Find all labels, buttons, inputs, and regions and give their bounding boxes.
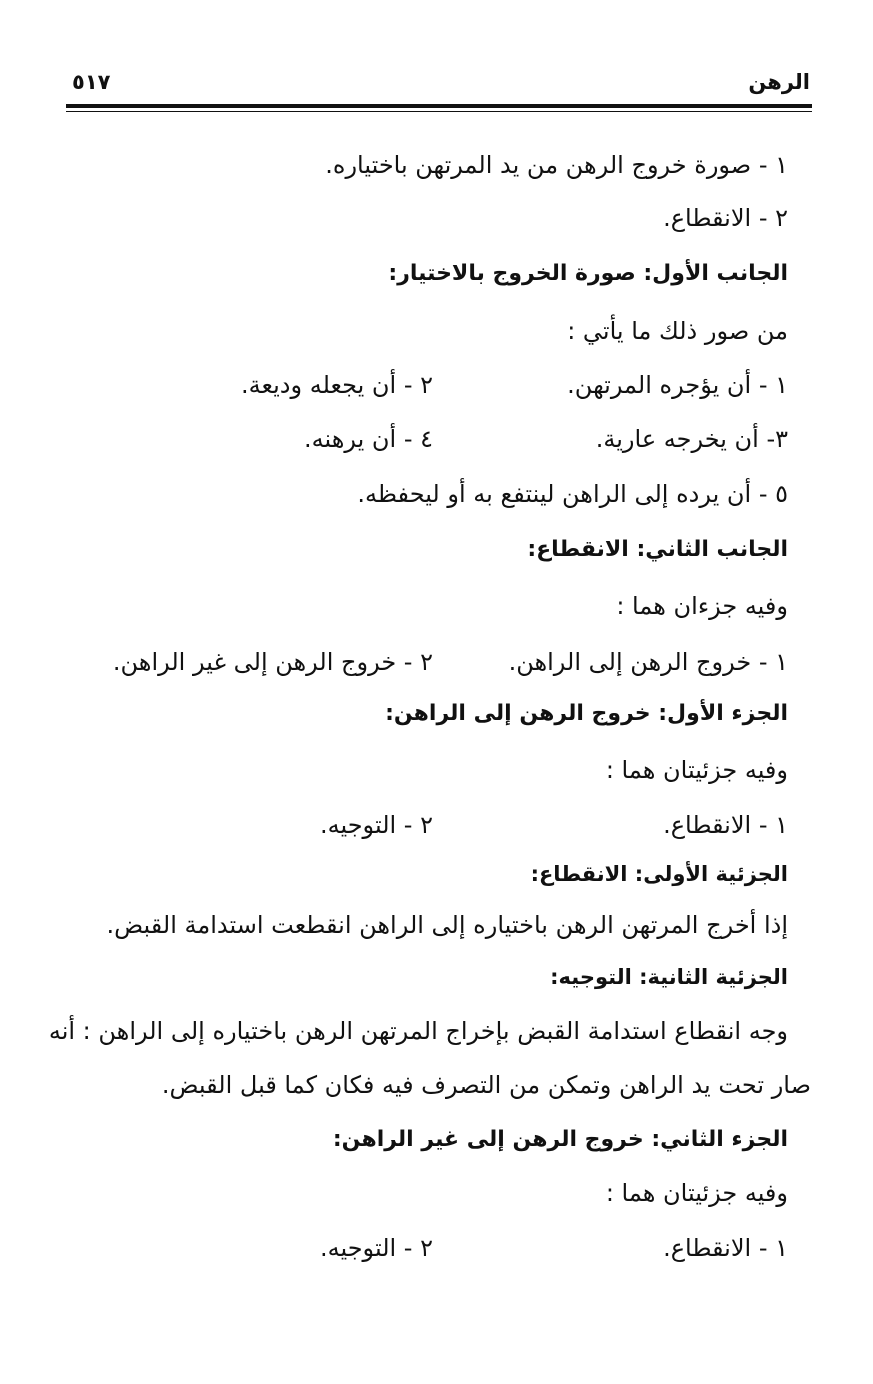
paragraph: وجه انقطاع استدامة القبض بإخراج المرتهن الرهن باختياره إلى الراهن : أنه — [48, 1017, 788, 1045]
subsection-heading: الجزء الأول: خروج الرهن إلى الراهن: — [385, 701, 788, 726]
list-item: ٢ - التوجيه. — [319, 811, 433, 839]
list-item: ٢ - الانقطاع. — [663, 204, 788, 232]
paragraph: صار تحت يد الراهن وتمكن من التصرف فيه فكان كما قبل القبض. — [161, 1071, 811, 1099]
list-item: ١ - الانقطاع. — [663, 811, 788, 839]
page-number: ٥١٧ — [72, 70, 111, 94]
header-rule-thin — [66, 111, 812, 112]
list-item: ١ - أن يؤجره المرتهن. — [567, 371, 788, 399]
list-item: ١ - خروج الرهن إلى الراهن. — [508, 648, 788, 676]
subsection-heading: الجزئية الأولى: الانقطاع: — [530, 862, 788, 886]
list-item: ٢ - أن يجعله وديعة. — [241, 371, 433, 399]
subsection-heading: الجزء الثاني: خروج الرهن إلى غير الراهن: — [332, 1127, 788, 1152]
paragraph: إذا أخرج المرتهن الرهن باختياره إلى الراهن انقطعت استدامة القبض. — [106, 911, 788, 939]
list-item: ٤ - أن يرهنه. — [303, 425, 433, 453]
paragraph: من صور ذلك ما يأتي : — [567, 317, 788, 345]
list-item: ٢ - التوجيه. — [319, 1234, 433, 1262]
list-item: ٢ - خروج الرهن إلى غير الراهن. — [112, 648, 433, 676]
subsection-heading: الجزئية الثانية: التوجيه: — [550, 965, 788, 989]
paragraph: وفيه جزئيتان هما : — [605, 756, 788, 784]
list-item: ١ - الانقطاع. — [663, 1234, 788, 1262]
section-heading: الجانب الثاني: الانقطاع: — [527, 537, 788, 562]
paragraph: وفيه جزئيتان هما : — [605, 1179, 788, 1207]
paragraph: وفيه جزءان هما : — [616, 592, 788, 620]
header-rule-thick — [66, 104, 812, 108]
list-item: ١ - صورة خروج الرهن من يد المرتهن باختياره. — [325, 151, 788, 179]
list-item: ٥ - أن يرده إلى الراهن لينتفع به أو ليحفظه. — [357, 480, 788, 508]
chapter-title: الرهن — [748, 70, 810, 94]
list-item: ٣- أن يخرجه عارية. — [595, 425, 788, 453]
running-header — [66, 70, 810, 94]
section-heading: الجانب الأول: صورة الخروج بالاختيار: — [388, 261, 788, 286]
